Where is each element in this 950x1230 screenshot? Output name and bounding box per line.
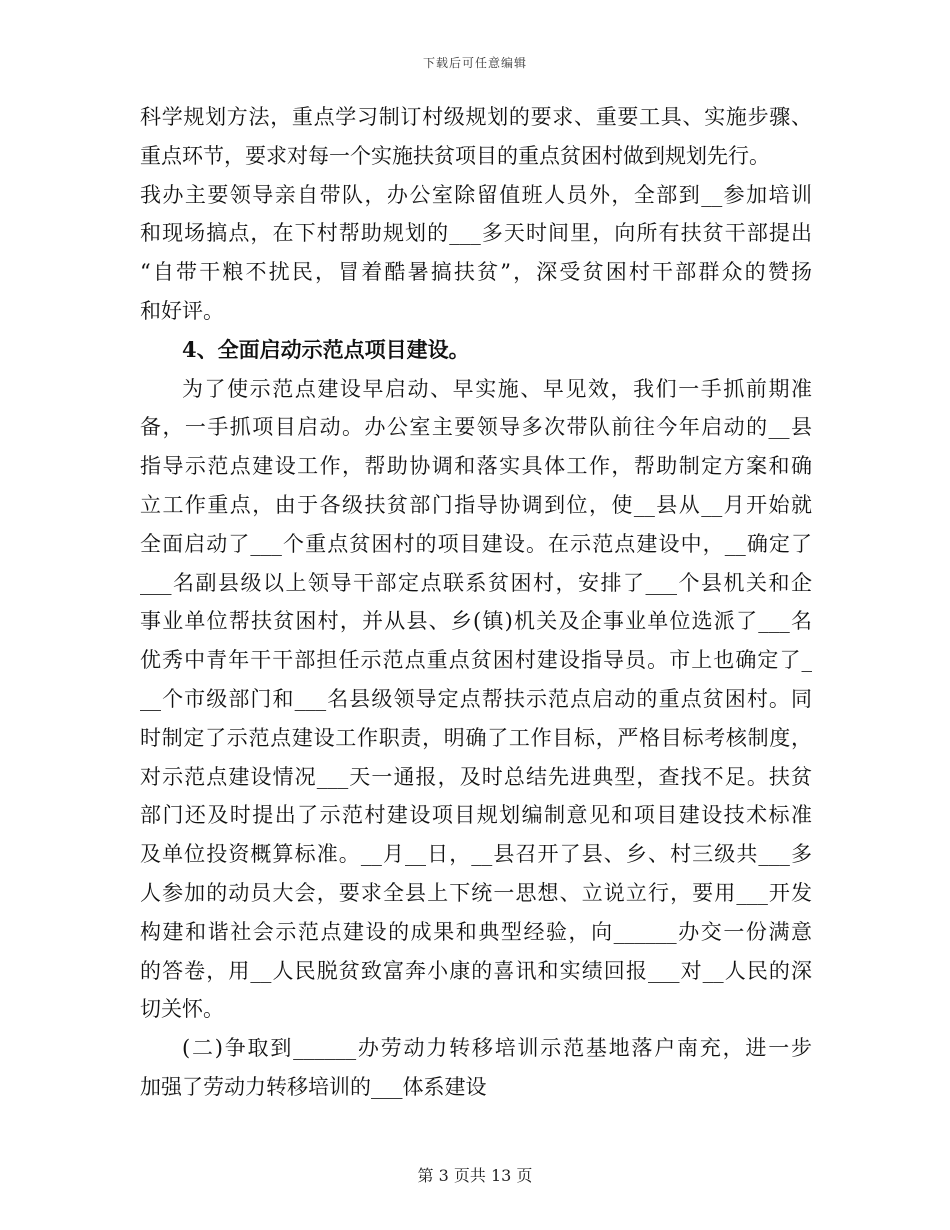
- text-line: ___名副县级以上领导干部定点联系贫困村，安排了___个县机关和企: [140, 570, 812, 595]
- text-line: 科学规划方法，重点学习制订村级规划的要求、重要工具、实施步骤、: [140, 105, 812, 129]
- text-line: 全面启动了___个重点贫困村的项目建设。在示范点建设中，__确定了: [140, 531, 812, 556]
- text-line: 人参加的动员大会，要求全县上下统一思想、立说立行，要用___开发: [140, 880, 812, 905]
- body-text: [140, 98, 812, 1107]
- text-line: 和好评。: [140, 298, 224, 323]
- text-line: 时制定了示范点建设工作职责，明确了工作目标，严格目标考核制度，: [140, 725, 812, 750]
- text-line: 部门还及时提出了示范村建设项目规划编制意见和项目建设技术标准: [140, 803, 812, 828]
- text-line: 和现场搞点，在下村帮助规划的___多天时间里，向所有扶贫干部提出: [140, 221, 812, 246]
- page-number: 第 3 页共 13 页: [417, 1166, 533, 1185]
- text-line: 对示范点建设情况___天一通报，及时总结先进典型，查找不足。扶贫: [140, 764, 812, 789]
- text-line: 事业单位帮扶贫困村，并从县、乡(镇)机关及企事业单位选派了___名: [140, 609, 812, 634]
- text-line: 备，一手抓项目启动。办公室主要领导多次带队前往今年启动的__县: [140, 415, 812, 440]
- text-line: 我办主要领导亲自带队，办公室除留值班人员外，全部到__参加培训: [140, 182, 812, 207]
- text-line: 的答卷，用__人民脱贫致富奔小康的喜讯和实绩回报___对__人民的深: [140, 958, 812, 983]
- text-line: 及单位投资概算标准。__月__日，__县召开了县、乡、村三级共___多: [140, 842, 812, 867]
- text-line: 优秀中青年干干部担任示范点重点贫困村建设指导员。市上也确定了_: [140, 648, 812, 673]
- text-line: 立工作重点，由于各级扶贫部门指导协调到位，使__县从__月开始就: [140, 492, 812, 517]
- text-line: __个市级部门和___名县级领导定点帮扶示范点启动的重点贫困村。同: [140, 686, 812, 711]
- text-line: 加强了劳动力转移培训的___体系建设: [140, 1074, 487, 1099]
- text-line: 4、全面启动示范点项目建设。: [182, 336, 470, 362]
- text-line: (二)争取到______办劳动力转移培训示范基地落户南充，进一步: [182, 1036, 812, 1061]
- text-line: 构建和谐社会示范点建设的成果和典型经验，向______办交一份满意: [140, 919, 812, 944]
- text-line: “自带干粮不扰民，冒着酷暑搞扶贫”，深受贫困村干部群众的赞扬: [140, 260, 812, 285]
- text-line: 重点环节，要求对每一个实施扶贫项目的重点贫困村做到规划先行。: [140, 143, 770, 168]
- text-line: 指导示范点建设工作，帮助协调和落实具体工作，帮助制定方案和确: [140, 454, 812, 479]
- header-note: 下载后可任意编辑: [422, 56, 527, 70]
- text-line: 为了使示范点建设早启动、早实施、早见效，我们一手抓前期准: [182, 376, 812, 401]
- text-line: 切关怀。: [140, 997, 224, 1022]
